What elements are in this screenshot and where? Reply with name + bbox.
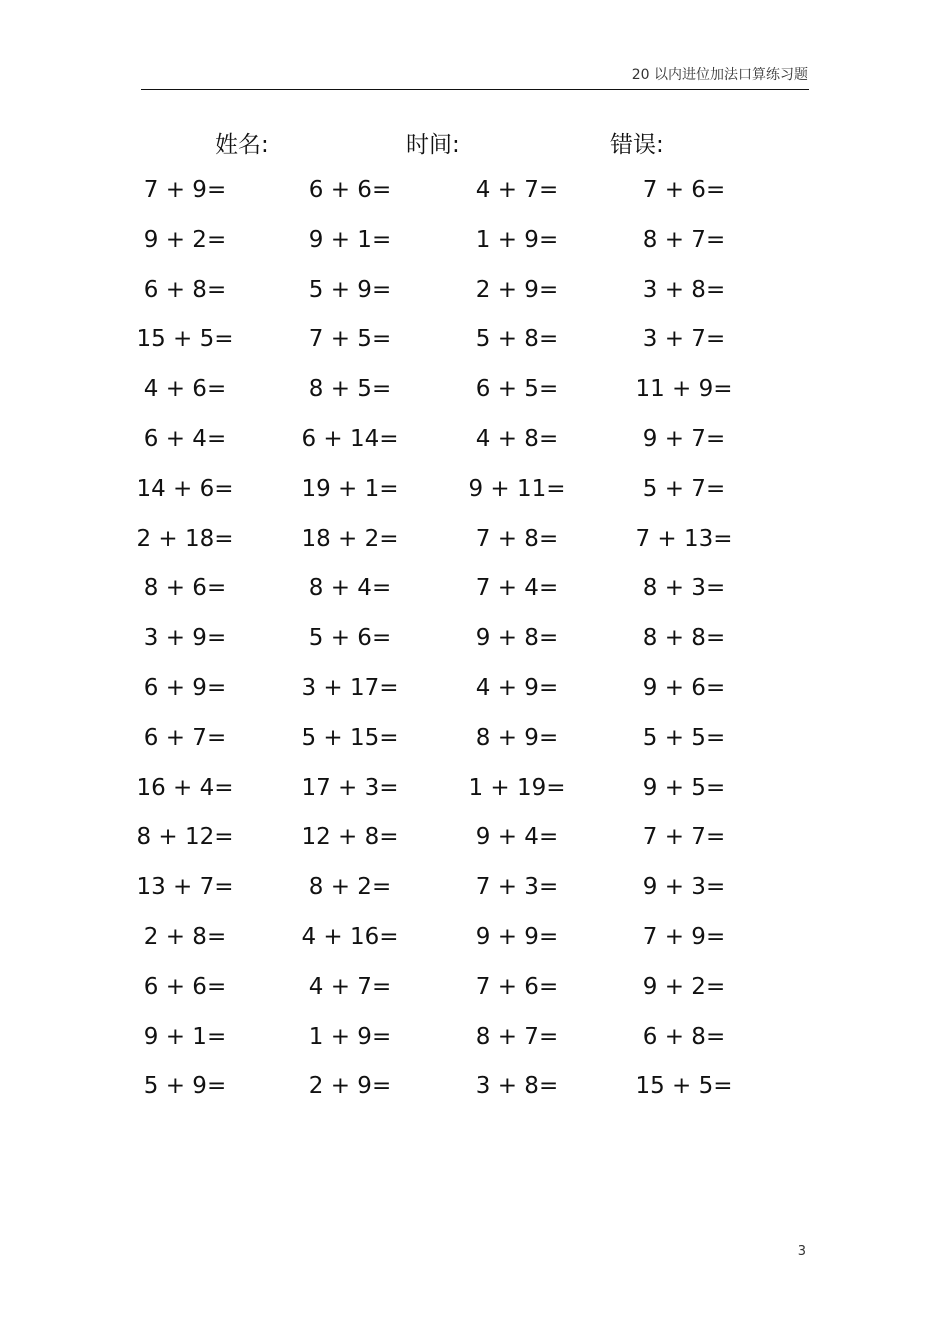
- addition-problem: 4 + 16=: [301, 923, 399, 950]
- addition-problem: 9 + 9=: [475, 923, 559, 950]
- addition-problem: 2 + 18=: [136, 525, 234, 552]
- addition-problem: 6 + 5=: [475, 376, 559, 403]
- problem-row: [0, 968, 950, 1018]
- addition-problem: 18 + 2=: [301, 525, 399, 552]
- page-number: 3: [797, 1244, 806, 1259]
- addition-problem: 9 + 3=: [642, 874, 726, 901]
- addition-problem: 5 + 8=: [475, 326, 559, 353]
- problem-row: [0, 320, 950, 370]
- addition-problem: 7 + 13=: [635, 525, 733, 552]
- addition-problem: 7 + 5=: [308, 326, 392, 353]
- addition-problem: 11 + 9=: [635, 376, 733, 403]
- problem-row: [0, 719, 950, 769]
- addition-problem: 5 + 7=: [642, 475, 726, 502]
- addition-problem: 1 + 9=: [308, 1023, 392, 1050]
- addition-problem: 5 + 9=: [308, 276, 392, 303]
- errors-label: 错误:: [610, 132, 664, 158]
- addition-problem: 7 + 6=: [642, 177, 726, 203]
- problem-row: [0, 918, 950, 968]
- addition-problem: 2 + 9=: [308, 1073, 392, 1100]
- addition-problem: 9 + 11=: [468, 475, 566, 502]
- problem-row: [0, 470, 950, 520]
- addition-problem: 9 + 7=: [642, 425, 726, 452]
- addition-problem: 6 + 8=: [143, 276, 227, 303]
- addition-problem: 8 + 3=: [642, 575, 726, 602]
- addition-problem: 8 + 9=: [475, 724, 559, 751]
- addition-problem: 6 + 6=: [308, 177, 392, 203]
- addition-problem: 9 + 5=: [642, 774, 726, 801]
- addition-problem: 6 + 6=: [143, 973, 227, 1000]
- addition-problem: 9 + 1=: [308, 226, 392, 253]
- addition-problem: 7 + 9=: [143, 177, 227, 203]
- addition-problem: 9 + 1=: [143, 1023, 227, 1050]
- addition-problem: 8 + 8=: [642, 625, 726, 652]
- addition-problem: 14 + 6=: [136, 475, 234, 502]
- addition-problem: 9 + 2=: [143, 226, 227, 253]
- problem-row: [0, 171, 950, 221]
- addition-problem: 9 + 8=: [475, 625, 559, 652]
- addition-problem: 6 + 9=: [143, 674, 227, 701]
- addition-problem: 6 + 4=: [143, 425, 227, 452]
- addition-problem: 7 + 4=: [475, 575, 559, 602]
- problem-row: [0, 520, 950, 570]
- addition-problem: 9 + 4=: [475, 824, 559, 851]
- addition-problem: 8 + 5=: [308, 376, 392, 403]
- addition-problem: 1 + 19=: [468, 774, 566, 801]
- addition-problem: 4 + 8=: [475, 425, 559, 452]
- addition-problem: 3 + 8=: [475, 1073, 559, 1100]
- addition-problem: 12 + 8=: [301, 824, 399, 851]
- addition-problem: 5 + 6=: [308, 625, 392, 652]
- addition-problem: 3 + 8=: [642, 276, 726, 303]
- problem-row: [0, 1018, 950, 1068]
- addition-problem: 16 + 4=: [136, 774, 234, 801]
- addition-problem: 4 + 7=: [475, 177, 559, 203]
- addition-problem: 8 + 6=: [143, 575, 227, 602]
- problem-row: [0, 669, 950, 719]
- addition-problem: 17 + 3=: [301, 774, 399, 801]
- name-label: 姓名:: [215, 132, 269, 158]
- addition-problem: 15 + 5=: [136, 326, 234, 353]
- addition-problem: 3 + 9=: [143, 625, 227, 652]
- problem-row: [0, 619, 950, 669]
- addition-problem: 19 + 1=: [301, 475, 399, 502]
- addition-problem: 5 + 9=: [143, 1073, 227, 1100]
- addition-problem: 5 + 5=: [642, 724, 726, 751]
- addition-problem: 1 + 9=: [475, 226, 559, 253]
- addition-problem: 8 + 2=: [308, 874, 392, 901]
- addition-problem: 2 + 8=: [143, 923, 227, 950]
- student-info-row: [0, 126, 950, 158]
- addition-problem: 13 + 7=: [136, 874, 234, 901]
- addition-problem: 8 + 7=: [642, 226, 726, 253]
- problem-row: [0, 221, 950, 271]
- addition-problem: 6 + 7=: [143, 724, 227, 751]
- problem-row: [0, 769, 950, 819]
- problem-row: [0, 271, 950, 321]
- addition-problem: 6 + 14=: [301, 425, 399, 452]
- addition-problem: 8 + 7=: [475, 1023, 559, 1050]
- problem-grid: [0, 171, 950, 1117]
- addition-problem: 7 + 9=: [642, 923, 726, 950]
- problem-row: [0, 420, 950, 470]
- problem-row: [0, 868, 950, 918]
- addition-problem: 15 + 5=: [635, 1073, 733, 1100]
- addition-problem: 6 + 8=: [642, 1023, 726, 1050]
- addition-problem: 4 + 6=: [143, 376, 227, 403]
- addition-problem: 5 + 15=: [301, 724, 399, 751]
- addition-problem: 4 + 7=: [308, 973, 392, 1000]
- addition-problem: 8 + 12=: [136, 824, 234, 851]
- time-label: 时间:: [406, 132, 460, 158]
- addition-problem: 9 + 6=: [642, 674, 726, 701]
- addition-problem: 3 + 17=: [301, 674, 399, 701]
- header-divider: [141, 89, 809, 90]
- addition-problem: 7 + 6=: [475, 973, 559, 1000]
- addition-problem: 2 + 9=: [475, 276, 559, 303]
- problem-row: [0, 370, 950, 420]
- document-header-title: 20 以内进位加法口算练习题: [631, 67, 808, 83]
- addition-problem: 7 + 7=: [642, 824, 726, 851]
- addition-problem: 8 + 4=: [308, 575, 392, 602]
- problem-row: [0, 1067, 950, 1117]
- addition-problem: 7 + 3=: [475, 874, 559, 901]
- addition-problem: 4 + 9=: [475, 674, 559, 701]
- addition-problem: 3 + 7=: [642, 326, 726, 353]
- addition-problem: 7 + 8=: [475, 525, 559, 552]
- problem-row: [0, 818, 950, 868]
- addition-problem: 9 + 2=: [642, 973, 726, 1000]
- problem-row: [0, 569, 950, 619]
